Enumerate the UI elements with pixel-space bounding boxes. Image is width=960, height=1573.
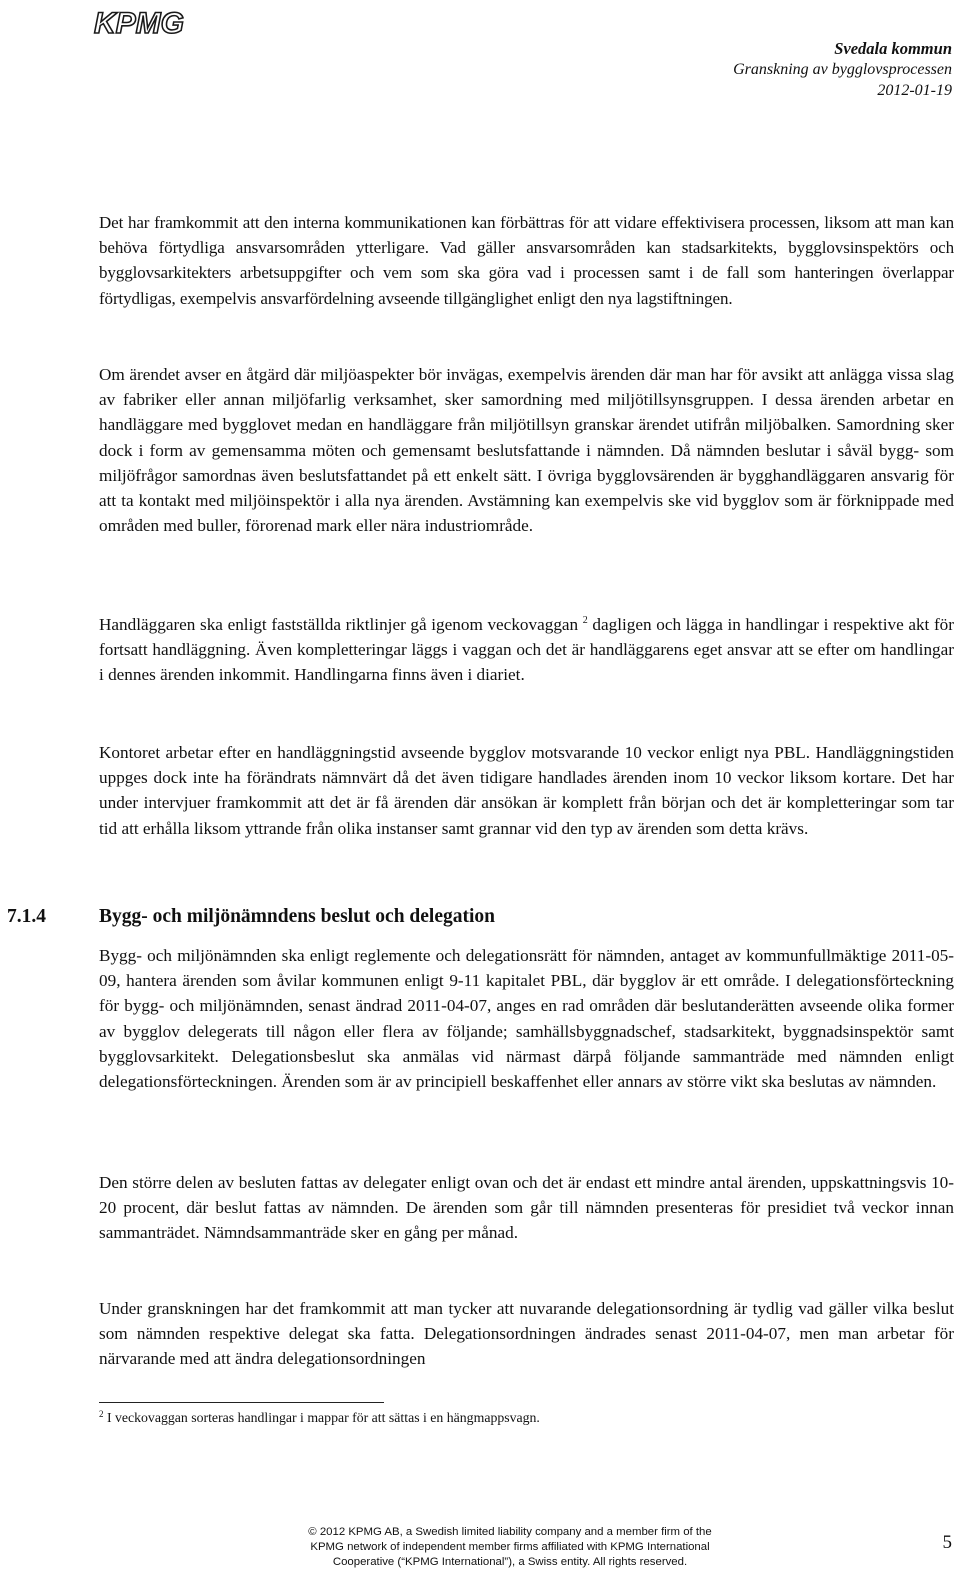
footnote-separator	[99, 1402, 384, 1403]
paragraph-communication: Det har framkommit att den interna kommunikationen kan förbättras för att vidare effektivisera processen, liksom att man kan behöva förtydliga ansvarsområden ytterligare. Vad gäller ansvarsområden kan stadsarkitekts, bygglovsinspektörs och bygglovsarkitekters arbetsuppgifter och vem som ska göra vad i processen samt i de fall som hanteringen överlappar förtydligas, exempelvis ansvarfördelning avseende tillgänglighet enligt den nya lagstiftningen.	[99, 213, 954, 308]
organization-name: Svedala kommun	[834, 39, 952, 58]
paragraph-environment-coordination: Om ärendet avser en åtgärd där miljöaspekter bör invägas, exempelvis ärenden där man har för avsikt att anlägga vissa slag av fabriker eller annan miljöfarlig verksamhet, sker samordning med miljötillsynsgruppen. I dessa ärenden arbetar en handläggare med bygglovet medan en handläggare från miljötillsyn granskar ärendet utifrån miljöbalken. Samordning sker dock i form av gemensamma möten och gemensamt beslutsfattande i nämnden. Då nämnden beslutar i såväl bygg- som miljöfrågor samordnas även beslutsfattandet på ett enkelt sätt. I övriga bygglovsärenden är bygghandläggaren ansvarig för att ta kontakt med miljöinspektör i alla nya ärenden. Avstämning kan exempelvis ske vid bygglov som är förknippade med områden med buller, förorenad mark eller nära industriområde.	[99, 365, 954, 536]
legal-footer	[300, 1525, 720, 1570]
footer-line-1: © 2012 KPMG AB, a Swedish limited liability company and a member firm of the	[308, 1526, 712, 1538]
paragraph-veckovaggan-rest: dagligen och lägga in handlingar i respektive akt för fortsatt handläggning. Även kompletteringar läggs i vaggan och det är handläggarens eget ansvar att se efter om handlingar i dennes ärenden inkommit. Handlingarna finns även i diariet.	[99, 615, 954, 685]
section-title: Bygg- och miljönämndens beslut och delegation	[99, 906, 495, 927]
paragraph-delegation-order: Under granskningen har det framkommit att man tycker att nuvarande delegationsordning är tydlig vad gäller vilka beslut som nämnden respektive delegat ska fatta. Delegationsordningen ändrades senast 2011-04-07, men man arbetar för närvarande med att ändra delegationsordningen	[99, 1299, 954, 1369]
section-number: 7.1.4	[7, 906, 46, 927]
report-title: Granskning av bygglovsprocessen	[733, 61, 952, 78]
footnote-marker: 2	[99, 1409, 104, 1419]
footer-line-2: KPMG network of independent member firms affiliated with KPMG International	[310, 1541, 710, 1553]
footnote-reference: 2	[582, 615, 588, 626]
footnote-text: I veckovaggan sorteras handlingar i mappar för att sättas i en hängmappsvagn.	[103, 1410, 540, 1425]
kpmg-logo: KPMG	[94, 7, 184, 40]
page-number: 5	[942, 1532, 952, 1553]
paragraph-delegation: Bygg- och miljönämnden ska enligt reglemente och delegationsrätt för nämnden, antaget av kommunfullmäktige 2011-05-09, hantera ärenden som åvilar kommunen enligt 9-11 kapitalet PBL, där bygglov är ett område. I delegationsförteckning för bygg- och miljönämnden, senast ändrad 2011-04-07, anges en rad områden där beslutanderätten avseende olika former av bygglov delegerats till någon eller flera av följande; samhällsbyggnadschef, stadsarkitekt, byggnadsinspektör samt bygglovsarkitekt. Delegationsbeslut ska anmälas vid närmast därpå följande sammanträde med nämnden enligt delegationsförteckningen. Ärenden som är av principiell beskaffenhet eller annars av större vikt ska beslutas av nämnden.	[99, 946, 954, 1092]
paragraph-decisions-share: Den större delen av besluten fattas av delegater enligt ovan och det är endast ett mindre antal ärenden, uppskattningsvis 10-20 procent, där beslut fattas av nämnden. De ärenden som går till nämnden presenteras för presidiet två veckor innan sammanträdet. Nämndsammanträde sker en gång per månad.	[99, 1173, 954, 1243]
document-header	[733, 38, 952, 101]
footer-line-3: Cooperative (“KPMG International”), a Swiss entity. All rights reserved.	[332, 1556, 688, 1568]
paragraph-veckovaggan-start: Handläggaren ska enligt fastställda riktlinjer gå igenom veckovaggan	[99, 615, 579, 634]
report-date: 2012-01-19	[877, 82, 952, 99]
paragraph-processing-time: Kontoret arbetar efter en handläggningstid avseende bygglov motsvarande 10 veckor enligt nya PBL. Handläggningstiden uppges dock inte ha förändrats nämnvärt då det även tidigare handlades ärenden inom 10 veckor liksom kortare. Det har under intervjuer framkommit att det är få ärenden där ansökan är komplett från början och det är kompletteringar som tar tid att erhålla liksom yttrande från olika instanser samt grannar vid den typ av ärenden som detta krävs.	[99, 743, 954, 838]
paragraph-veckovaggan	[99, 612, 954, 688]
footnote	[99, 1409, 540, 1427]
